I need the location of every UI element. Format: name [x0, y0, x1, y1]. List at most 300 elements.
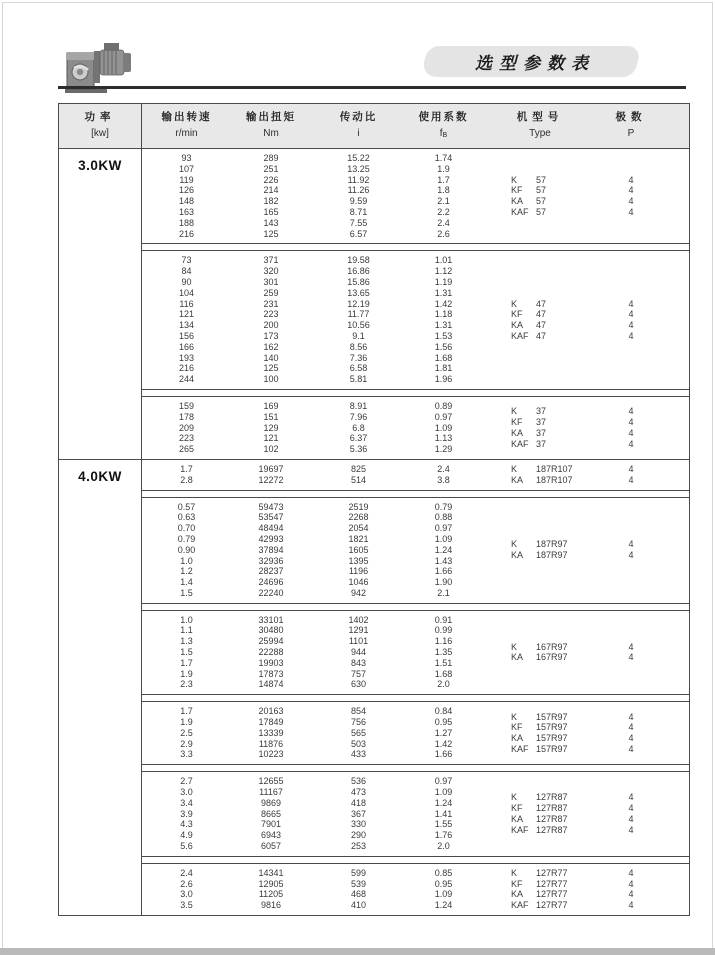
torque-value: 125: [263, 228, 279, 239]
ratio-value: 253: [350, 841, 367, 852]
ratio-value: 15.22: [347, 153, 370, 163]
column-header-ratio: [311, 104, 406, 148]
model-size: 57: [536, 206, 547, 217]
ratio-value: 854: [350, 706, 367, 717]
speed-value: 2.8: [180, 474, 193, 485]
ratio-value: 9.59: [349, 196, 368, 207]
model-type: [511, 744, 599, 755]
factor-values: [406, 776, 481, 852]
speed-value: 119: [179, 174, 194, 185]
poles-value: 4: [628, 711, 634, 722]
factor-values: [406, 401, 481, 455]
model-size: 57: [536, 185, 547, 196]
poles-value: 4: [628, 174, 634, 185]
speed-value: 163: [178, 206, 195, 217]
torque-value: 11167: [259, 787, 283, 798]
torque-value: 214: [263, 185, 279, 196]
poles-values: [599, 868, 663, 911]
torque-value: 7901: [260, 819, 282, 830]
torque-value: 59473: [258, 501, 284, 512]
factor-value: 1.24: [434, 797, 453, 808]
torque-value: 32936: [258, 555, 284, 566]
factor-value: 1.19: [434, 276, 453, 287]
torque-value: 12655: [258, 776, 284, 787]
data-block: [142, 149, 689, 244]
ratio-value: 1395: [348, 555, 369, 566]
poles-value: 4: [628, 298, 634, 309]
speed-value: 2.9: [180, 738, 193, 749]
poles-value: 4: [628, 330, 634, 341]
poles-value: 4: [628, 878, 634, 889]
column-header-torque: [231, 104, 311, 148]
poles-values: [599, 712, 663, 755]
factor-value: 1.09: [434, 889, 453, 900]
ratio-value: 756: [350, 717, 367, 728]
ratio-value: 630: [350, 679, 367, 690]
poles-value: 4: [628, 539, 634, 550]
speed-value: 116: [179, 298, 194, 309]
model-type: [511, 642, 599, 653]
speed-value: 1.5: [180, 587, 193, 598]
model-size: 37: [536, 427, 547, 438]
torque-value: 320: [263, 266, 279, 277]
torque-value: 37894: [258, 544, 284, 555]
torque-value: 8665: [260, 808, 282, 819]
factor-value: 1.66: [434, 566, 453, 577]
factor-value: 1.74: [434, 153, 453, 163]
speed-value: 4.3: [180, 819, 193, 830]
speed-value: 3.0: [180, 889, 193, 900]
poles-value: 4: [628, 792, 634, 803]
factor-value: 1.76: [434, 830, 453, 841]
factor-value: 1.56: [434, 341, 453, 352]
torque-value: 14874: [258, 679, 284, 690]
speed-value: 93: [181, 153, 192, 163]
poles-value: 4: [628, 438, 634, 449]
speed-values: [142, 776, 231, 852]
ratio-value: 539: [350, 878, 367, 889]
speed-value: 3.0: [180, 787, 193, 798]
factor-value: 2.6: [437, 228, 450, 239]
ratio-value: 433: [350, 749, 367, 760]
torque-value: 20163: [258, 706, 284, 717]
model-type: [511, 207, 599, 218]
torque-value: 9869: [260, 797, 282, 808]
torque-value: 33101: [258, 614, 284, 625]
torque-value: 231: [263, 298, 279, 309]
model-type: [511, 299, 599, 310]
model-type-values: [481, 539, 599, 561]
poles-value: 4: [628, 722, 634, 733]
factor-value: 1.31: [434, 287, 453, 298]
model-prefix: K: [511, 406, 518, 417]
torque-value: 24696: [258, 577, 284, 588]
model-prefix: KAF: [511, 438, 529, 449]
factor-value: 1.13: [434, 433, 453, 444]
model-type: [511, 417, 599, 428]
speed-value: 3.3: [180, 749, 193, 760]
speed-value: 223: [178, 433, 195, 444]
speed-value: 134: [178, 320, 195, 331]
model-type: [511, 539, 599, 550]
ratio-values: [311, 502, 406, 599]
model-prefix: KAF: [511, 900, 529, 911]
factor-value: 0.79: [434, 501, 453, 512]
column-header-zh: 使用系数: [418, 111, 469, 123]
model-size: 37: [536, 438, 547, 449]
ratio-value: 367: [350, 808, 367, 819]
torque-values: [231, 401, 311, 455]
speed-value: 0.79: [177, 533, 196, 544]
poles-values: [599, 175, 663, 218]
column-header-unit: i: [357, 128, 360, 139]
model-size: 187R107: [536, 463, 573, 474]
ratio-value: 8.91: [349, 400, 368, 411]
model-size: 157R97: [536, 733, 568, 744]
factor-value: 0.97: [434, 523, 453, 534]
ratio-value: 7.55: [349, 217, 368, 228]
poles-value: 4: [628, 474, 634, 485]
ratio-value: 11.92: [347, 174, 370, 185]
factor-value: 0.97: [434, 411, 453, 422]
ratio-value: 418: [350, 797, 367, 808]
model-prefix: K: [511, 867, 518, 878]
power-rating-label: 4.0KW: [59, 460, 142, 915]
ratio-value: 565: [350, 727, 367, 738]
column-header-type: [481, 104, 599, 148]
model-type: [511, 814, 599, 825]
poles-value: 4: [628, 463, 634, 474]
speed-value: 216: [178, 228, 195, 239]
speed-value: 209: [178, 422, 195, 433]
speed-values: [142, 502, 231, 599]
torque-value: 22288: [258, 647, 284, 658]
poles-value: 4: [628, 900, 634, 911]
power-section: [59, 149, 689, 459]
ratio-value: 15.86: [347, 276, 370, 287]
speed-value: 0.70: [177, 523, 196, 534]
model-prefix: KA: [511, 320, 524, 331]
speed-values: [142, 255, 231, 385]
torque-value: 6943: [260, 830, 282, 841]
column-header-unit: fB: [439, 128, 448, 139]
poles-value: 4: [628, 320, 634, 331]
ratio-values: [311, 868, 406, 911]
poles-value: 4: [628, 652, 634, 663]
speed-value: 2.7: [180, 776, 193, 787]
model-prefix: K: [511, 711, 518, 722]
torque-value: 226: [263, 174, 279, 185]
model-prefix: K: [511, 641, 518, 652]
poles-value: 4: [628, 550, 634, 561]
speed-value: 188: [178, 217, 195, 228]
torque-value: 259: [263, 287, 279, 298]
torque-values: [231, 153, 311, 239]
column-header-zh: 传动比: [339, 111, 378, 123]
poles-value: 4: [628, 417, 634, 428]
speed-value: 2.4: [180, 867, 193, 878]
factor-values: [406, 615, 481, 691]
ratio-values: [311, 615, 406, 691]
factor-value: 0.97: [434, 776, 453, 787]
model-prefix: KAF: [511, 330, 529, 341]
model-type: [511, 722, 599, 733]
unit-subscript: B: [442, 132, 448, 139]
ratio-value: 13.65: [347, 287, 370, 298]
torque-value: 12905: [258, 878, 284, 889]
factor-value: 2.4: [437, 463, 450, 474]
factor-value: 1.12: [434, 266, 453, 277]
speed-value: 2.5: [180, 727, 193, 738]
factor-value: 2.0: [437, 679, 450, 690]
poles-value: 4: [628, 744, 634, 755]
speed-values: [142, 868, 231, 911]
factor-value: 1.16: [434, 636, 453, 647]
speed-values: [142, 706, 231, 760]
speed-value: 0.63: [177, 512, 196, 523]
table-header: [59, 104, 689, 149]
factor-value: 1.7: [437, 174, 450, 185]
torque-value: 121: [263, 433, 279, 444]
speed-values: [142, 153, 231, 239]
speed-value: 3.5: [180, 900, 193, 911]
torque-value: 10223: [258, 749, 284, 760]
model-type: [511, 712, 599, 723]
column-header-speed: [142, 104, 231, 148]
model-size: 187R97: [536, 539, 568, 550]
ratio-value: 473: [350, 787, 367, 798]
ratio-value: 8.56: [349, 341, 368, 352]
ratio-values: [311, 776, 406, 852]
speed-value: 0.90: [177, 544, 196, 555]
model-type: [511, 175, 599, 186]
ratio-value: 536: [350, 776, 367, 787]
speed-value: 159: [178, 400, 195, 411]
model-prefix: KAF: [511, 824, 529, 835]
model-type-values: [481, 406, 599, 449]
torque-value: 143: [263, 217, 279, 228]
column-header-unit: r/min: [175, 128, 198, 139]
ratio-value: 2519: [348, 501, 369, 512]
poles-value: 4: [628, 196, 634, 207]
torque-value: 289: [263, 153, 279, 163]
model-type-values: [481, 299, 599, 342]
ratio-value: 13.25: [347, 163, 370, 174]
model-size: 157R97: [536, 722, 568, 733]
speed-value: 0.57: [177, 501, 196, 512]
model-type: [511, 792, 599, 803]
ratio-value: 5.36: [349, 444, 368, 455]
poles-values: [599, 642, 663, 664]
model-size: 127R77: [536, 867, 568, 878]
model-size: 127R87: [536, 792, 568, 803]
speed-value: 1.4: [180, 577, 193, 588]
factor-value: 1.35: [434, 647, 453, 658]
factor-value: 1.41: [434, 808, 453, 819]
factor-value: 2.4: [437, 217, 450, 228]
torque-value: 11876: [258, 738, 284, 749]
factor-value: 1.43: [434, 555, 453, 566]
ratio-value: 942: [350, 587, 367, 598]
ratio-values: [311, 401, 406, 455]
model-type-values: [481, 868, 599, 911]
model-size: 57: [536, 174, 547, 185]
page-title: 选型参数表: [474, 54, 595, 73]
factor-value: 2.0: [437, 841, 450, 852]
ratio-values: [311, 706, 406, 760]
model-prefix: KF: [511, 722, 523, 733]
torque-value: 9816: [260, 900, 282, 911]
model-type: [511, 879, 599, 890]
factor-value: 3.8: [437, 474, 450, 485]
data-block: [142, 460, 689, 491]
torque-value: 371: [263, 255, 279, 266]
data-block: [142, 701, 689, 765]
model-prefix: KF: [511, 185, 523, 196]
ratio-value: 10.56: [347, 320, 370, 331]
ratio-value: 514: [350, 474, 367, 485]
speed-value: 1.5: [180, 647, 193, 658]
factor-value: 1.55: [434, 819, 453, 830]
model-type-values: [481, 642, 599, 664]
factor-value: 1.31: [434, 320, 453, 331]
speed-value: 121: [178, 309, 195, 320]
torque-value: 100: [263, 374, 279, 385]
model-size: 47: [536, 309, 547, 320]
model-size: 47: [536, 298, 547, 309]
model-size: 187R97: [536, 550, 568, 561]
speed-value: 148: [178, 196, 195, 207]
poles-value: 4: [628, 733, 634, 744]
torque-value: 173: [263, 330, 279, 341]
data-block: [142, 497, 689, 604]
speed-value: 84: [181, 266, 192, 277]
speed-value: 2.6: [180, 878, 193, 889]
speed-value: 90: [181, 276, 192, 287]
column-header-poles: [599, 104, 663, 148]
torque-values: [231, 464, 311, 486]
ratio-value: 1605: [348, 544, 369, 555]
poles-value: 4: [628, 889, 634, 900]
factor-values: [406, 153, 481, 239]
factor-value: 2.2: [437, 206, 450, 217]
model-type: [511, 803, 599, 814]
poles-values: [599, 406, 663, 449]
ratio-value: 19.58: [347, 255, 370, 266]
model-size: 37: [536, 406, 547, 417]
poles-values: [599, 299, 663, 342]
column-header-unit: P: [627, 128, 635, 139]
ratio-value: 1821: [348, 533, 369, 544]
speed-value: 193: [178, 352, 195, 363]
factor-value: 1.01: [434, 255, 453, 266]
factor-value: 1.9: [437, 163, 450, 174]
ratio-value: 290: [350, 830, 367, 841]
model-prefix: KF: [511, 309, 523, 320]
factor-value: 0.95: [434, 717, 453, 728]
torque-values: [231, 502, 311, 599]
torque-value: 30480: [258, 625, 284, 636]
ratio-value: 11.26: [347, 185, 370, 196]
poles-value: 4: [628, 824, 634, 835]
speed-value: 1.3: [180, 636, 193, 647]
ratio-values: [311, 255, 406, 385]
torque-value: 162: [263, 341, 279, 352]
torque-value: 251: [263, 163, 279, 174]
ratio-value: 843: [350, 657, 367, 668]
ratio-value: 2054: [348, 523, 369, 534]
factor-value: 1.68: [434, 352, 453, 363]
ratio-value: 1291: [348, 625, 369, 636]
speed-value: 1.2: [180, 566, 193, 577]
factor-value: 0.88: [434, 512, 453, 523]
poles-values: [599, 539, 663, 561]
model-size: 157R97: [536, 711, 568, 722]
ratio-value: 9.1: [352, 330, 365, 341]
poles-value: 4: [628, 814, 634, 825]
torque-value: 17849: [258, 717, 284, 728]
torque-value: 11205: [258, 889, 284, 900]
poles-value: 4: [628, 206, 634, 217]
torque-value: 182: [263, 196, 279, 207]
ratio-value: 825: [350, 463, 367, 474]
factor-value: 1.66: [434, 749, 453, 760]
data-block: [142, 863, 689, 915]
model-size: 47: [536, 320, 547, 331]
factor-values: [406, 464, 481, 486]
model-prefix: K: [511, 792, 518, 803]
factor-value: 0.84: [434, 706, 453, 717]
factor-value: 2.1: [437, 587, 450, 598]
model-size: 167R97: [536, 641, 568, 652]
ratio-value: 1196: [348, 566, 369, 577]
model-type: [511, 464, 599, 475]
speed-value: 126: [178, 185, 195, 196]
selection-table: [58, 103, 690, 916]
column-header-zh: 功率: [84, 111, 116, 123]
speed-value: 156: [178, 330, 195, 341]
column-header-zh: 机型号: [516, 111, 564, 123]
ratio-value: 2268: [348, 512, 369, 523]
torque-value: 6057: [260, 841, 282, 852]
factor-values: [406, 255, 481, 385]
speed-value: 4.9: [180, 830, 193, 841]
ratio-value: 16.86: [347, 266, 370, 277]
model-size: 127R87: [536, 824, 568, 835]
factor-value: 1.8: [437, 185, 450, 196]
speed-value: 265: [178, 444, 195, 455]
model-type: [511, 900, 599, 911]
factor-value: 1.96: [434, 374, 453, 385]
model-size: 127R87: [536, 814, 568, 825]
ratio-value: 7.36: [349, 352, 368, 363]
poles-value: 4: [628, 427, 634, 438]
model-type-values: [481, 464, 599, 486]
model-type: [511, 889, 599, 900]
model-prefix: KA: [511, 814, 524, 825]
data-block: [142, 771, 689, 857]
model-type: [511, 439, 599, 450]
torque-value: 42993: [258, 533, 284, 544]
model-type-values: [481, 175, 599, 218]
model-prefix: KA: [511, 196, 524, 207]
model-prefix: KA: [511, 889, 524, 900]
speed-value: 1.7: [180, 463, 193, 474]
column-header-unit: [kw]: [91, 128, 109, 139]
factor-value: 0.85: [434, 867, 453, 878]
poles-value: 4: [628, 185, 634, 196]
model-prefix: K: [511, 298, 518, 309]
